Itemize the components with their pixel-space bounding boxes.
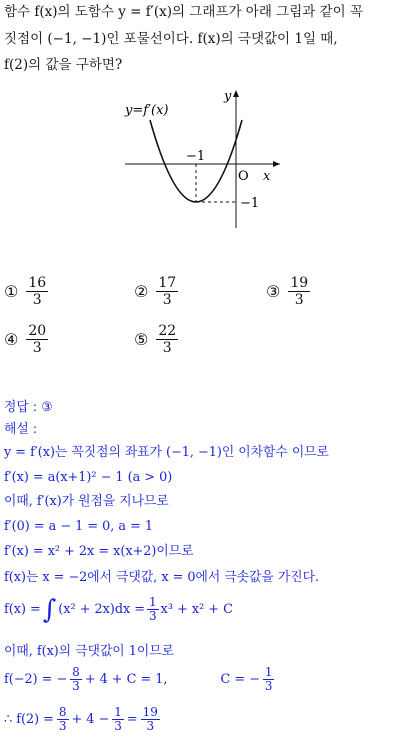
choice-4[interactable]: ④ $\frac{20}{3}$ [4, 323, 47, 357]
origin-label: O [238, 169, 249, 184]
choice-number: ⑤ [134, 330, 149, 350]
choice-2[interactable]: ② $\frac{17}{3}$ [134, 275, 177, 309]
solution-line-3: 이때, f′(x)가 원점을 지나므로 [4, 494, 169, 509]
x-tick-label: −1 [186, 149, 206, 164]
curve-label: y=f′(x) [125, 103, 169, 118]
solution-line-4: f′(0) = a − 1 = 0, a = 1 [4, 519, 154, 534]
solution-line-10: ∴ f(2) = $\frac{8}{3}$ + 4 − $\frac{1}{3}$ = $\frac{19}{3}$ [4, 705, 158, 734]
solution-line-1: y = f′(x)는 꼭짓점의 좌표가 (−1, −1)인 이차함수 이므로 [4, 445, 329, 460]
choice-1[interactable]: ① $\frac{16}{3}$ [4, 275, 47, 309]
choice-number: ② [134, 282, 149, 302]
choice-number: ① [4, 282, 19, 302]
y-axis-label: y [224, 89, 232, 104]
answer-line: 정답 : ③ [4, 400, 53, 415]
solution-line-5: f′(x) = x² + 2x = x(x+2)이므로 [4, 544, 194, 559]
x-axis-arrow [273, 161, 280, 167]
question-line-1: 함수 f(x)의 도함수 y = f′(x)의 그래프가 아래 그림과 같이 꼭 [4, 4, 363, 20]
choice-5[interactable]: ⑤ $\frac{22}{3}$ [134, 323, 177, 357]
parabola-graph [0, 80, 400, 240]
question-line-2: 짓점이 (−1, −1)인 포물선이다. f(x)의 극댓값이 1일 때, [4, 31, 338, 47]
choice-number: ④ [4, 330, 19, 350]
solution-line-2: f′(x) = a(x+1)² − 1 (a > 0) [4, 470, 173, 485]
solution-line-7: f(x) = ∫ (x² + 2x)dx = $\frac{1}{3}$ x³ + x² + C [4, 594, 233, 625]
x-axis-label: x [263, 169, 271, 184]
y-axis-arrow [233, 90, 239, 97]
question-line-3: f(2)의 값을 구하면? [4, 57, 123, 73]
integral-sign: ∫ [42, 594, 57, 625]
choice-number: ③ [266, 282, 281, 302]
explanation-header: 해설 : [4, 422, 38, 437]
y-tick-label: −1 [240, 196, 260, 211]
solution-line-8: 이때, f(x)의 극댓값이 1이므로 [4, 644, 174, 659]
solution-line-6: f(x)는 x = −2에서 극댓값, x = 0에서 극솟값을 가진다. [4, 570, 319, 585]
choice-3[interactable]: ③ $\frac{19}{3}$ [266, 275, 309, 309]
solution-line-9: f(−2) = − $\frac{8}{3}$ + 4 + C = 1, C = − $\frac{1}{3}$ [4, 665, 273, 694]
